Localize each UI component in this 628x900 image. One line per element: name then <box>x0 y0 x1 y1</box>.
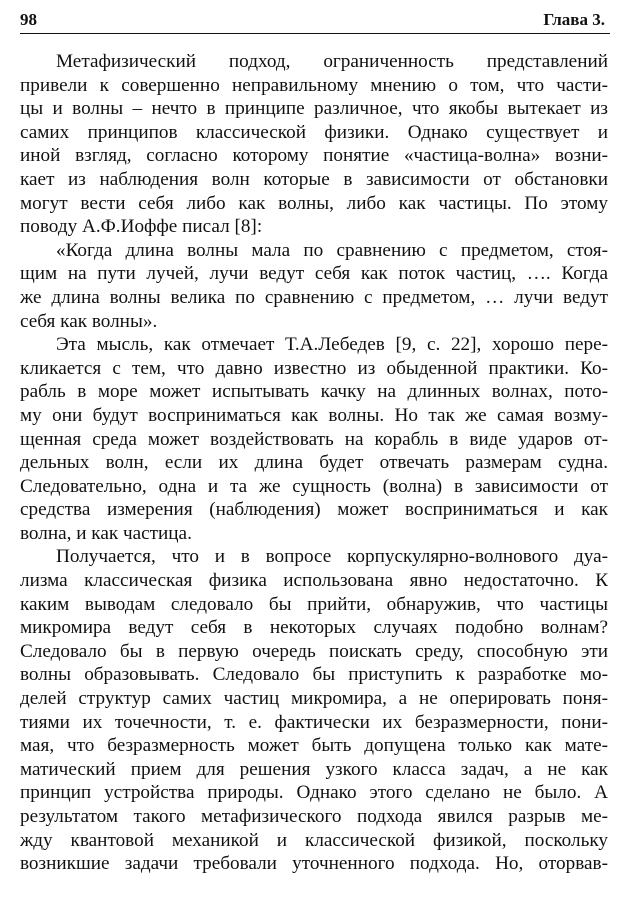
paragraph <box>20 239 608 333</box>
body-text <box>20 50 608 876</box>
page-number: 98 <box>20 10 37 29</box>
text-line: тиями их точечности, т. е. фактически их безразмерности, пони- <box>20 711 608 733</box>
text-line: делей структур самих частиц микромира, а не оперировать поня- <box>20 688 608 710</box>
text-line: мая, что безразмерность может быть допущена только как мате- <box>20 735 608 757</box>
text-line: щенная среда может воздействовать на корабль в виде ударов от- <box>20 428 608 450</box>
text-line: могут вести себя либо как волны, либо как частицы. По этому <box>20 192 608 214</box>
text-line: матический прием для решения узкого класса задач, а не как <box>20 758 608 780</box>
text-line: микромира ведут себя в некоторых случаях подобно волнам? <box>20 617 608 639</box>
text-line: му они будут восприниматься как волны. Но так же самая возму- <box>20 404 608 426</box>
text-line: результатом такого метафизического подхода явился разрыв ме- <box>20 806 608 827</box>
text-line: Следовало бы в первую очередь поискать среду, способную эти <box>20 640 608 662</box>
text-line: Эта мысль, как отмечает Т.А.Лебедев [9, с. 22], хорошо пере- <box>56 334 608 356</box>
text-line: цы и волны – нечто в принципе различное, что якобы вытекает из <box>20 98 608 120</box>
text-line: привели к совершенно неправильному мнению о том, что части- <box>20 74 608 96</box>
text-line: поводу А.Ф.Иоффе писал [8]: <box>20 216 263 238</box>
text-line: жду квантовой механикой и классической физикой, поскольку <box>20 829 608 851</box>
text-line: кает из наблюдения волн которые в зависимости от обстановки <box>20 168 608 190</box>
text-line: Метафизический подход, ограниченность представлений <box>56 51 608 72</box>
text-line: дельных волн, если их длина будет отвечать размерам судна. <box>20 452 608 474</box>
text-line: «Когда длина волны мала по сравнению с предметом, стоя- <box>56 239 608 261</box>
running-header <box>20 8 608 30</box>
paragraph <box>20 333 608 545</box>
text-line: средства измерения (наблюдения) может восприниматься и как <box>20 499 608 521</box>
text-line: волны образовывать. Следовало бы приступить к разработке мо- <box>20 664 608 686</box>
text-line: каким выводам следовало бы прийти, обнаружив, что частицы <box>20 593 608 615</box>
header-rule <box>20 33 610 34</box>
text-line: волна, и как частица. <box>20 522 192 544</box>
paragraph <box>20 50 608 239</box>
text-line: возникшие задачи требовали уточненного подхода. Но, оторвав- <box>20 853 608 875</box>
text-line: себя как волны». <box>20 310 158 332</box>
book-page <box>20 8 608 876</box>
text-line: Следовательно, одна и та же сущность (волна) в зависимости от <box>20 475 608 497</box>
text-line: щим на пути лучей, лучи ведут себя как поток частиц, …. Когда <box>20 263 608 285</box>
text-line: рабль в море может испытывать качку на длинных волнах, пото- <box>20 381 608 403</box>
paragraph <box>20 545 608 875</box>
text-line: кликается с тем, что давно известно из обыденной практики. Ко- <box>20 357 608 379</box>
text-line: принцип устройства природы. Однако этого сделано не было. А <box>20 782 608 804</box>
text-line: самих принципов классической физики. Однако существует и <box>20 121 608 143</box>
text-line: иной взгляд, согласно которому понятие «частица-волна» возни- <box>20 145 608 167</box>
chapter-title: Глава 3. <box>543 10 605 29</box>
text-line: же длина волны велика по сравнению с предметом, … лучи ведут <box>20 286 608 308</box>
text-line: Получается, что и в вопросе корпускулярно-волнового дуа- <box>56 546 608 568</box>
text-line: лизма классическая физика использована явно недостаточно. К <box>20 570 608 592</box>
